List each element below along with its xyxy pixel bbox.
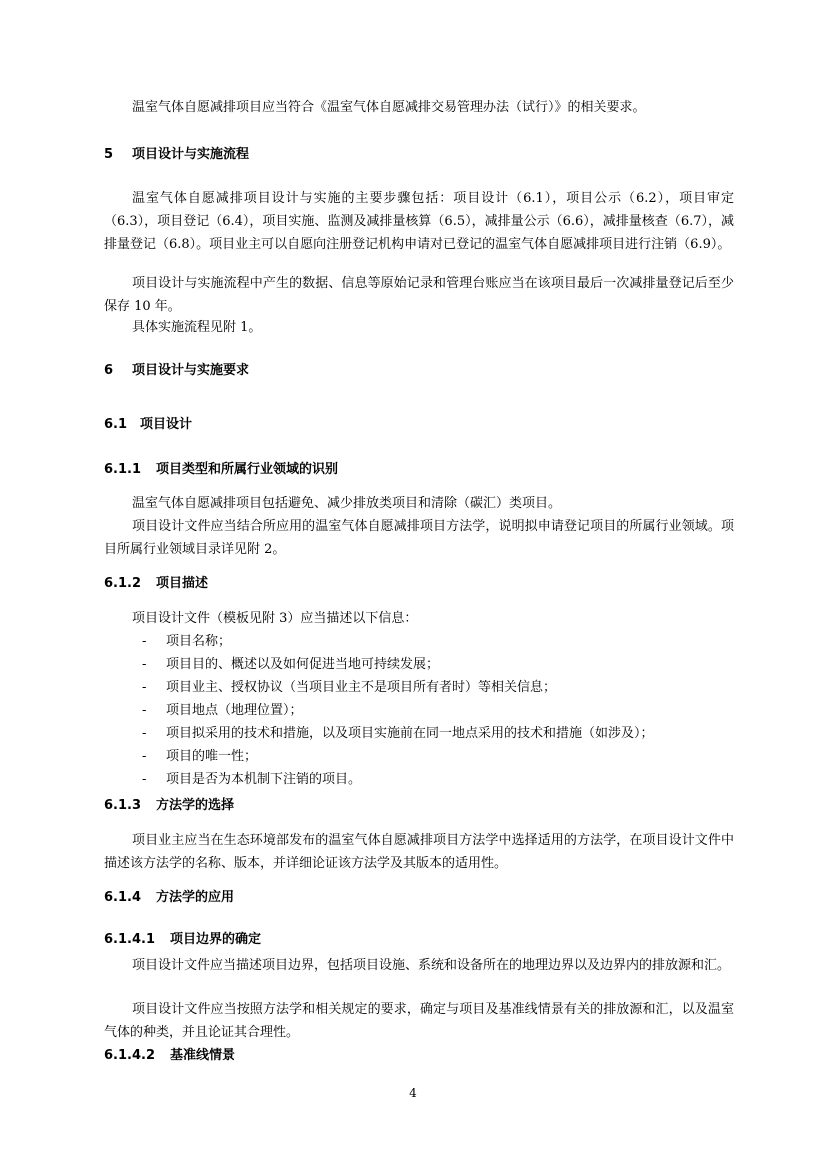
heading-number: 5 [104, 147, 114, 162]
paragraph-6-1-1-types: 温室气体自愿减排项目包括避免、减少排放类项目和清除（碳汇）类项目。 [132, 496, 562, 511]
heading-number: 6.1.4.1 [104, 932, 155, 947]
paragraph-6-1-4-1-boundary: 项目设计文件应当描述项目边界，包括项目设施、系统和设备所在的地理边界以及边界内的排放源和汇。 [132, 958, 731, 973]
heading-title: 方法学的应用 [156, 890, 235, 905]
list-item: - 项目目的、概述以及如何促进当地可持续发展； [104, 653, 734, 676]
list-dash: - [142, 634, 147, 649]
paragraph-5-steps: 温室气体自愿减排项目设计与实施的主要步骤包括：项目设计（6.1），项目公示（6.2），项目审定（6.3），项目登记（6.4），项目实施、监测及减排量核算（6.5），减排量公示（6.6），减排量核查（6.7），减排量登记（6.8）。项目业主可以自愿向注册登记机构申请对已登记的温室气体自愿减排项目进行注销（6.9）。 [104, 191, 734, 252]
heading-number: 6.1.4 [104, 890, 142, 905]
list-dash: - [142, 657, 147, 672]
heading-6-1-4-2 [104, 1046, 235, 1066]
heading-title: 方法学的选择 [156, 798, 235, 813]
heading-number: 6.1.4.2 [104, 1048, 155, 1063]
list-item: - 项目业主、授权协议（当项目业主不是项目所有者时）等相关信息； [104, 676, 734, 699]
paragraph-6-1-3-methodology: 项目业主应当在生态环境部发布的温室气体自愿减排项目方法学中选择适用的方法学，在项目设计文件中描述该方法学的名称、版本，并详细论证该方法学及其版本的适用性。 [104, 833, 734, 871]
list-dash: - [142, 703, 147, 718]
list-dash: - [142, 726, 147, 741]
paragraph-intro: 温室气体自愿减排项目应当符合《温室气体自愿减排交易管理办法（试行）》的相关要求。 [132, 100, 646, 115]
paragraph-5-records: 项目设计与实施流程中产生的数据、信息等原始记录和管理台账应当在该项目最后一次减排量登记后至少保存 10 年。 [104, 276, 734, 314]
heading-6-1-4 [104, 888, 234, 908]
page-number: 4 [409, 1086, 417, 1100]
list-item: - 项目地点（地理位置）； [104, 699, 734, 722]
list-item: - 项目名称； [104, 630, 734, 653]
list-item: - 项目是否为本机制下注销的项目。 [104, 768, 734, 791]
heading-title: 项目边界的确定 [170, 932, 262, 947]
heading-title: 项目设计与实施流程 [132, 147, 250, 162]
heading-6 [104, 361, 249, 381]
heading-number: 6 [104, 363, 114, 378]
heading-title: 项目设计与实施要求 [132, 363, 250, 378]
list-dash: - [142, 772, 147, 787]
heading-6-1-1 [104, 460, 338, 480]
heading-6-1 [104, 415, 192, 435]
paragraph-6-1-4-1-sources: 项目设计文件应当按照方法学和相关规定的要求，确定与项目及基准线情景有关的排放源和汇，以及温室气体的种类，并且论证其合理性。 [104, 1002, 734, 1040]
heading-6-1-3 [104, 796, 234, 816]
paragraph-6-1-1-sector: 项目设计文件应当结合所应用的温室气体自愿减排项目方法学，说明拟申请登记项目的所属行业领域。项目所属行业领域目录详见附 2。 [104, 519, 734, 557]
heading-title: 项目设计 [140, 417, 193, 432]
project-description-list [104, 630, 734, 791]
heading-number: 6.1 [104, 417, 128, 432]
paragraph-6-1-2-intro: 项目设计文件（模板见附 3）应当描述以下信息： [132, 611, 418, 626]
heading-title: 项目描述 [156, 576, 209, 591]
heading-number: 6.1.1 [104, 462, 142, 477]
heading-5 [104, 145, 249, 165]
heading-title: 项目类型和所属行业领域的识别 [156, 462, 339, 477]
heading-number: 6.1.3 [104, 798, 142, 813]
list-dash: - [142, 749, 147, 764]
list-dash: - [142, 680, 147, 695]
heading-title: 基准线情景 [170, 1048, 236, 1063]
list-item: - 项目拟采用的技术和措施，以及项目实施前在同一地点采用的技术和措施（如涉及）； [104, 722, 734, 745]
list-item: - 项目的唯一性； [104, 745, 734, 768]
heading-6-1-4-1 [104, 930, 261, 950]
heading-number: 6.1.2 [104, 576, 142, 591]
paragraph-5-flow: 具体实施流程见附 1。 [132, 320, 262, 335]
heading-6-1-2 [104, 574, 208, 594]
